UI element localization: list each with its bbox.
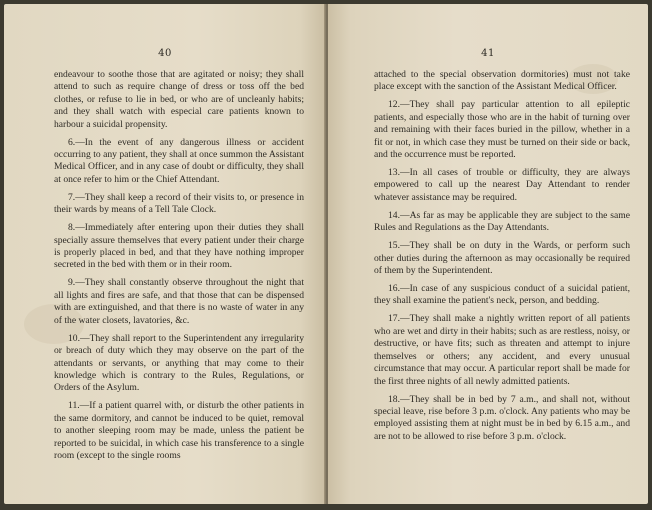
paragraph: 16.—In case of any suspicious conduct of a suicidal patient, they shall examine the patient's neck, person, and bedding. (374, 283, 630, 307)
right-page (328, 4, 648, 504)
paragraph: 12.—They shall pay particular attention to all epileptic patients, and especially those who are in the habit of turning over and remaining with their faces buried in the pillow, whether in a fit or not, in which case they must be turned on their side or back, and the occurrence must be reported. (374, 99, 630, 161)
paragraph: endeavour to soothe those that are agitated or noisy; they shall attend to such as require change of dress or toss off the bed clothes, or refuse to lie in bed, or who are of uncleanly habits; and they shall watch with especial care patients known to harbour a suicidal propensity. (54, 69, 304, 130)
right-page-text (374, 69, 630, 449)
page-number-left: 40 (158, 48, 172, 59)
paragraph: 15.—They shall be on duty in the Wards, or perform such other duties during the afternoon as may occasionally be required of them by the Superintendent. (374, 240, 630, 277)
paragraph: attached to the special observation dormitories) must not take place except with the sanction of the Assistant Medical Officer. (374, 69, 630, 93)
paragraph: 6.—In the event of any dangerous illness or accident occurring to any patient, they shall at once summon the Assistant Medical Officer, and in any case of doubt or difficulty, they shall at once refer to him or the Chief Attendant. (54, 136, 304, 185)
paragraph: 7.—They shall keep a record of their visits to, or presence in their wards by means of a Tell Tale Clock. (54, 191, 304, 216)
paragraph: 13.—In all cases of trouble or difficulty, they are always empowered to call up the nearest Day Attendant to render whatever assistance may be required. (374, 167, 630, 203)
paragraph: 11.—If a patient quarrel with, or disturb the other patients in the same dormitory, and cannot be induced to be quiet, removal to another sleeping room may be made, unless the patient be reported to be suicidal, in which case his transference to a single room (except to the single rooms (54, 400, 304, 461)
left-page-text (54, 69, 304, 468)
page-number-right: 41 (481, 48, 495, 59)
paragraph: 17.—They shall make a nightly written report of all patients who are wet and dirty in their habits; such as are restless, noisy, or destructive, or have fits; such as threaten and attempt to injure themselves or others; any accident, and every unusual circumstance that may occur. A particular report shall be made for the first three nights of all newly admitted patients. (374, 313, 630, 387)
paragraph: 14.—As far as may be applicable they are subject to the same Rules and Regulations as the Day Attendants. (374, 209, 630, 234)
paragraph: 8.—Immediately after entering upon their duties they shall specially assure themselves that every patient under their charge is properly placed in bed, and that they have nothing improper secreted in the bed with them or in their room. (54, 222, 304, 271)
paragraph: 10.—They shall report to the Superintendent any irregularity or breach of duty which they may observe on the part of the attendants or servants, or anything that may come to their knowledge which is contrary to the Rules, Regulations, or Orders of the Asylum. (54, 332, 304, 394)
paragraph: 9.—They shall constantly observe throughout the night that all lights and fires are safe, and that those that can be dispensed with are extinguished, and that there is no waste of water in any of the water closets, lavatories, &c. (54, 277, 304, 326)
left-page (4, 4, 326, 504)
paragraph: 18.—They shall be in bed by 7 a.m., and shall not, without special leave, rise before 3 p.m. o'clock. Any patients who may be employed assisting them at night must be in bed by 6.15 a.m., and are not to be allowed to rise before 3 p.m. o'clock. (374, 393, 630, 442)
